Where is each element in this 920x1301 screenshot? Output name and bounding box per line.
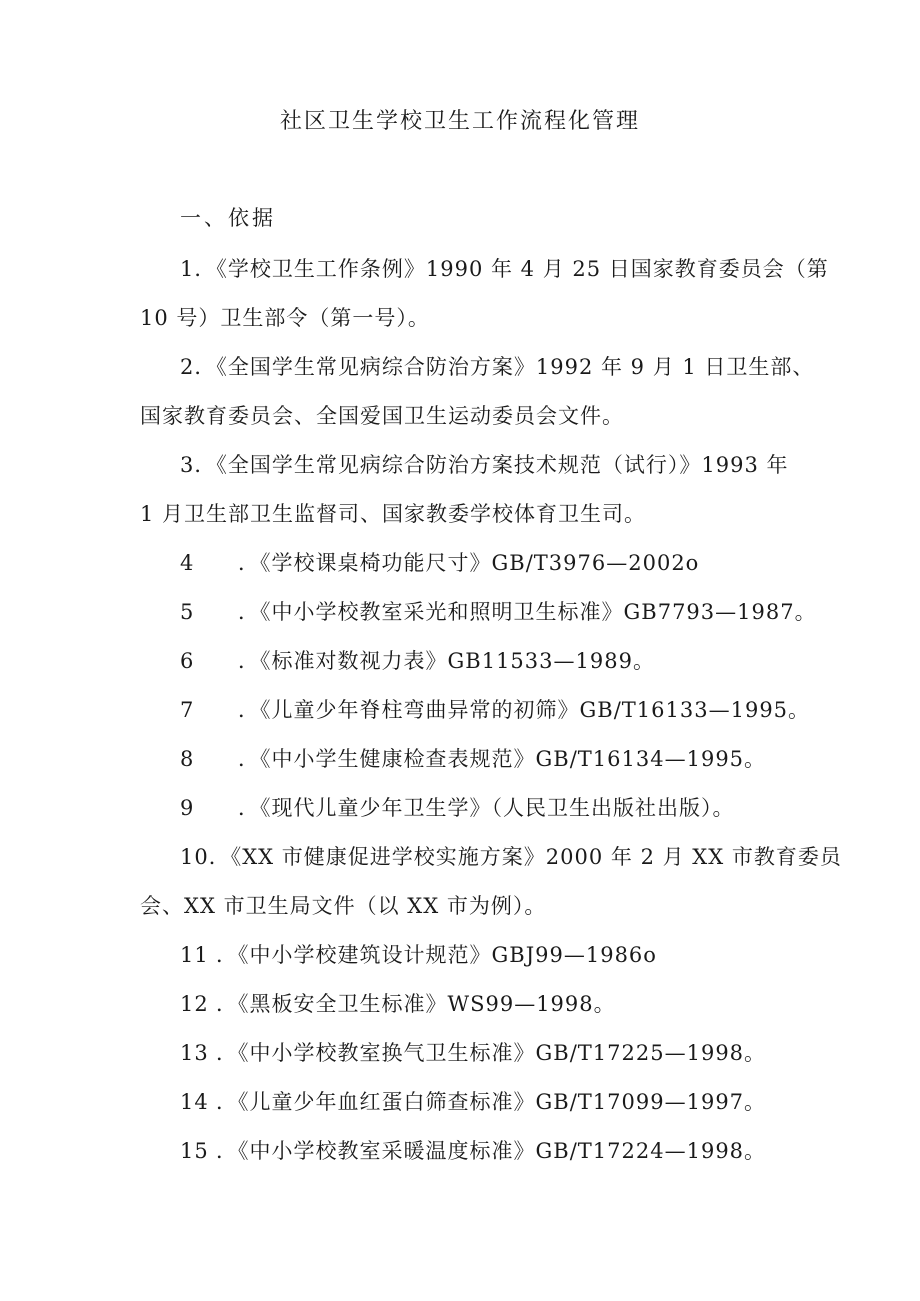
item-text: ．《标准对数视力表》GB11533—1989。 [238,649,655,673]
item-text: ．《中小学校教室采暖温度标准》GB/T17224—1998。 [216,1139,767,1163]
reference-item-4 [180,547,699,577]
reference-item-2-line-2: 国家教育委员会、全国爱国卫生运动委员会文件。 [140,404,624,428]
reference-item-5 [180,596,817,626]
item-text: ．《儿童少年脊柱弯曲异常的初筛》GB/T16133—1995。 [238,698,811,722]
item-number: 15 [180,1139,209,1163]
reference-item-3-line-1: 3．《全国学生常见病综合防治方案技术规范（试行）》1993 年 [180,453,789,477]
section-heading: 一、依据 [180,206,276,230]
reference-item-12 [180,988,616,1018]
item-text: ．《中小学校建筑设计规范》GBJ99—1986o [216,943,657,967]
item-number: 13 [180,1041,209,1065]
reference-item-8 [180,743,766,773]
item-number: 14 [180,1090,209,1114]
item-text: ．《中小学生健康检查表规范》GB/T16134—1995。 [238,747,767,771]
item-text: ．《儿童少年血红蛋白筛查标准》GB/T17099—1997。 [216,1090,767,1114]
reference-item-6 [180,645,655,675]
reference-item-10-line-1: 10．《XX 市健康促进学校实施方案》2000 年 2 月 XX 市教育委员 [180,845,842,869]
item-number: 7 [180,698,195,722]
reference-item-7 [180,694,810,724]
reference-item-11 [180,939,657,969]
item-text: ．《黑板安全卫生标准》WS99—1998。 [216,992,616,1016]
item-text: ．《现代儿童少年卫生学》（人民卫生出版社出版）。 [238,796,735,820]
reference-item-3-line-2: 1 月卫生部卫生监督司、国家教委学校体育卫生司。 [140,502,647,526]
reference-item-2-line-1: 2．《全国学生常见病综合防治方案》1992 年 9 月 1 日卫生部、 [180,355,815,379]
reference-item-15 [180,1135,766,1165]
reference-item-1-line-1: 1．《学校卫生工作条例》1990 年 4 月 25 日国家教育委员会（第 [180,257,829,281]
reference-item-14 [180,1086,766,1116]
item-text: ．《学校课桌椅功能尺寸》GB/T3976—2002o [238,551,700,575]
item-number: 11 [180,943,209,967]
item-number: 8 [180,747,195,771]
item-number: 6 [180,649,195,673]
item-text: ．《中小学校教室采光和照明卫生标准》GB7793—1987。 [238,600,817,624]
reference-item-9 [180,792,735,822]
reference-item-10-line-2: 会、XX 市卫生局文件（以 XX 市为例）。 [140,894,547,918]
reference-item-13 [180,1037,766,1067]
item-number: 5 [180,600,195,624]
item-number: 4 [180,551,195,575]
item-text: ．《中小学校教室换气卫生标准》GB/T17225—1998。 [216,1041,767,1065]
document-title: 社区卫生学校卫生工作流程化管理 [279,109,640,134]
reference-item-1-line-2: 10 号）卫生部令（第一号）。 [140,306,430,330]
item-number: 9 [180,796,195,820]
item-number: 12 [180,992,209,1016]
